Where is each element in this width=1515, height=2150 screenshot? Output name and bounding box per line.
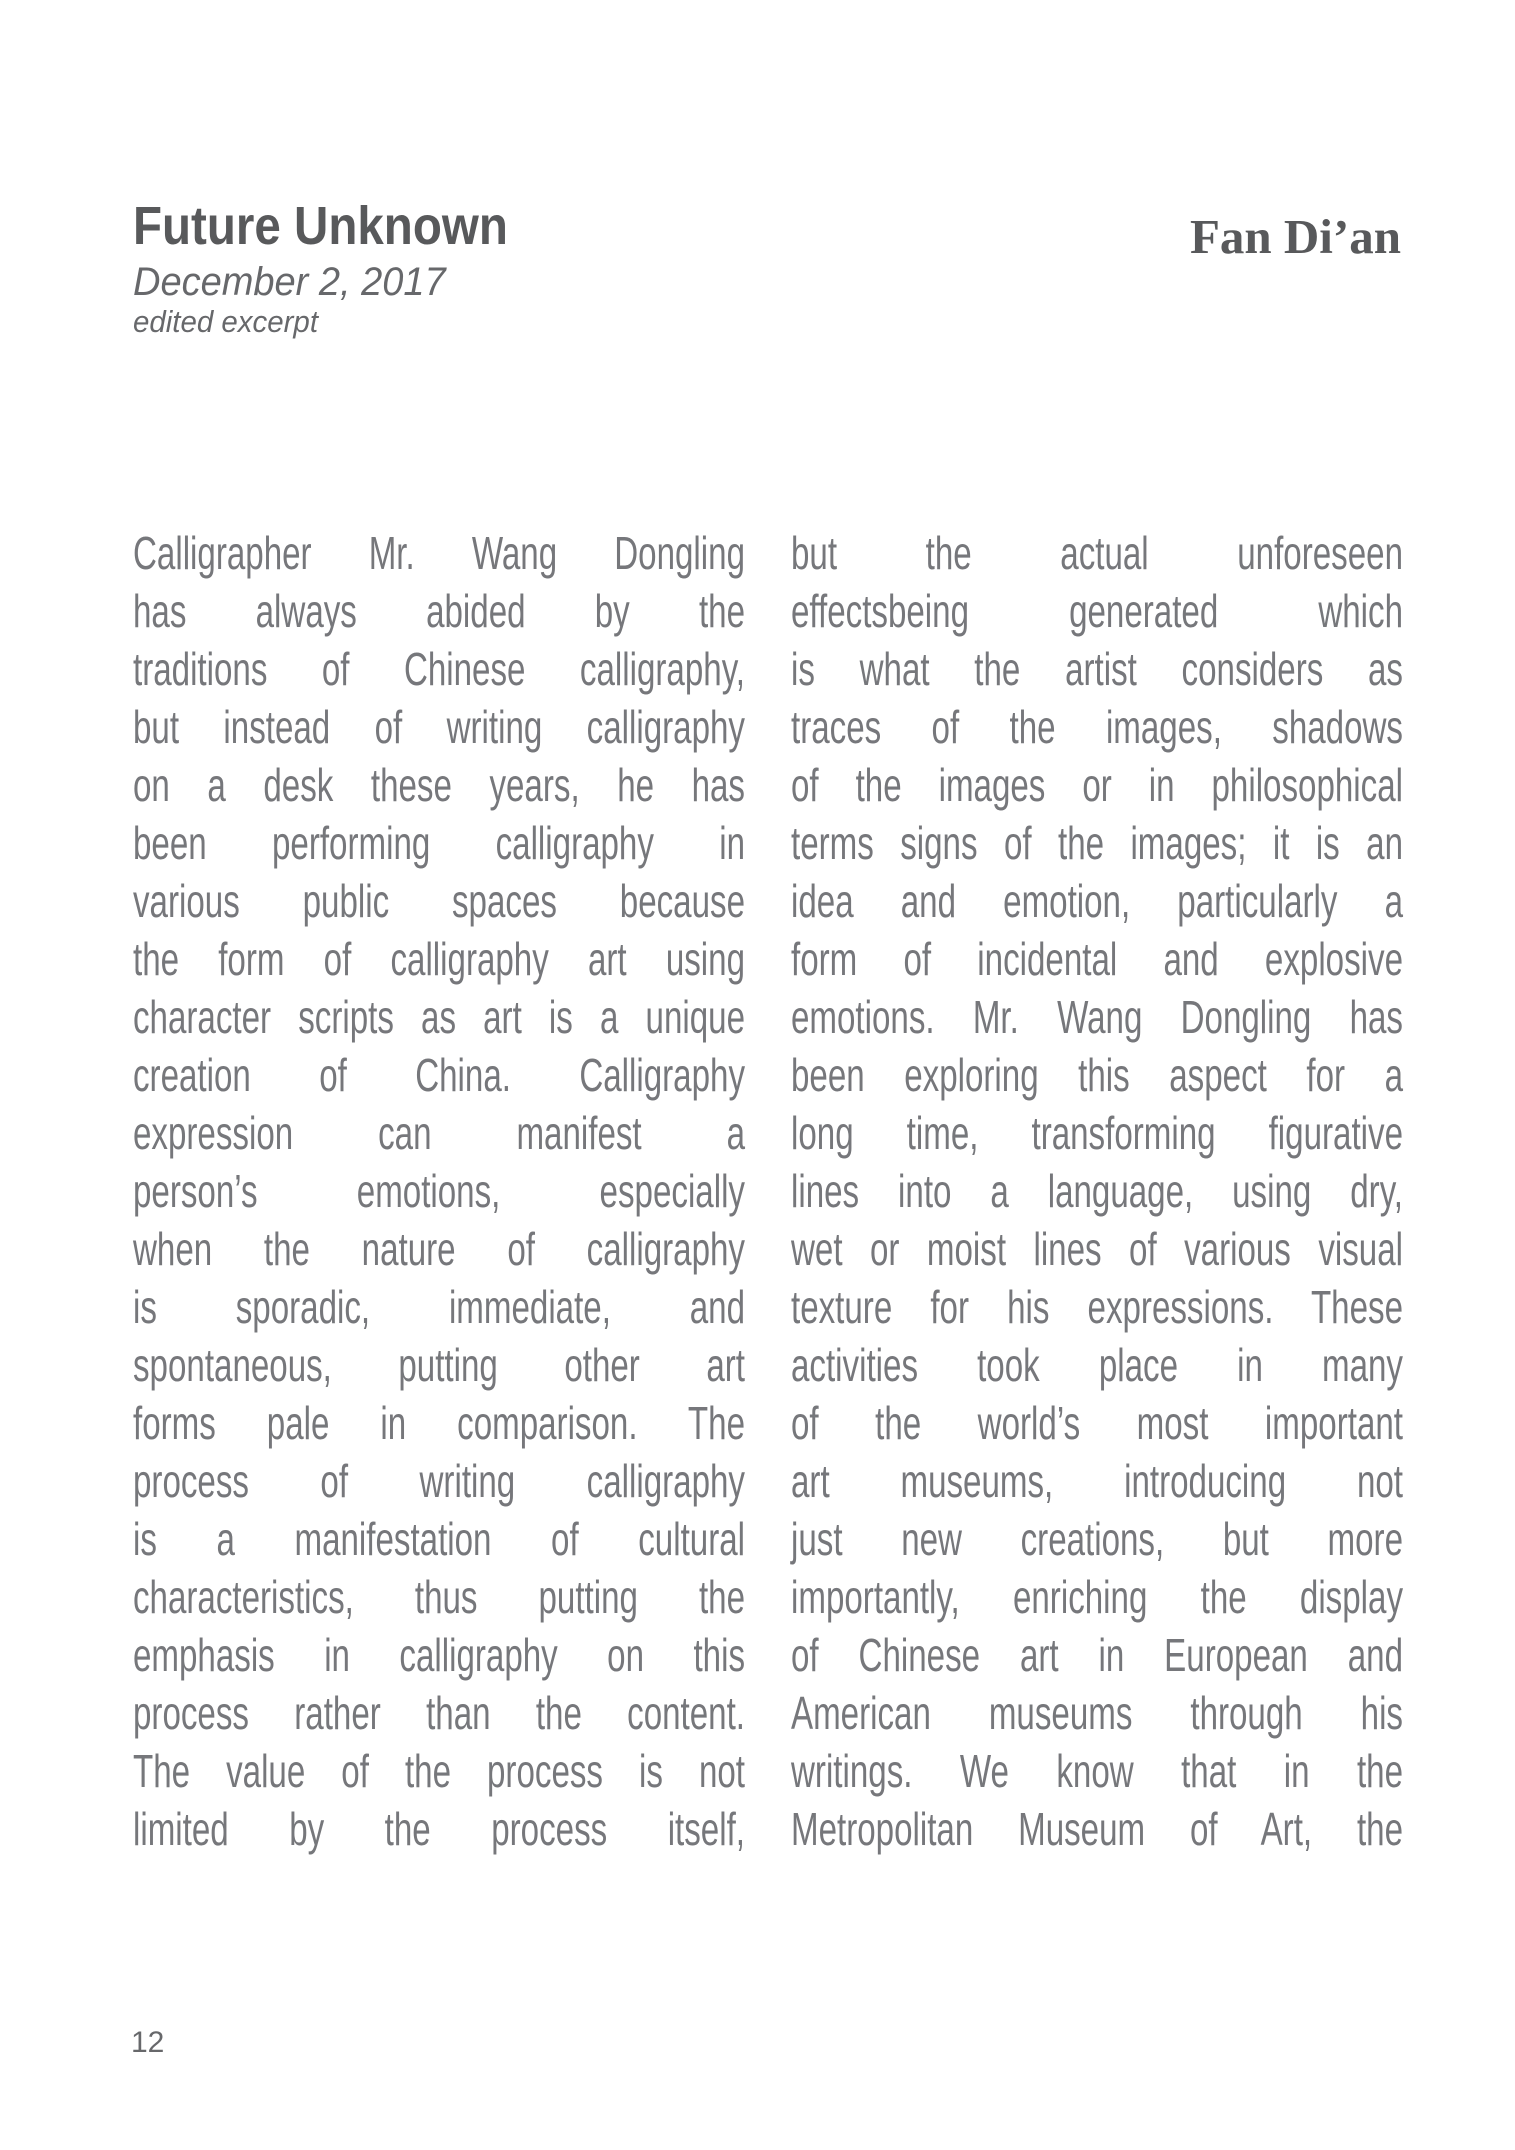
text-line: Metropolitan Museum of Art, the [791, 1803, 1403, 1855]
text-line: wet or moist lines of various visual [791, 1223, 1403, 1275]
text-line: forms pale in comparison. The [133, 1397, 745, 1449]
text-line: of Chinese art in European and [791, 1629, 1403, 1681]
text-line: on a desk these years, he has [133, 759, 745, 811]
text-line: but instead of writing calligraphy [133, 701, 745, 753]
text-line: of the world’s most important [791, 1397, 1403, 1449]
text-line: form of incidental and explosive [791, 933, 1403, 985]
text-line: Calligrapher Mr. Wang Dongling [133, 527, 745, 579]
text-line: emotions. Mr. Wang Dongling has [791, 991, 1403, 1043]
text-line: long time, transforming figurative [791, 1107, 1403, 1159]
text-line: is what the artist considers as [791, 643, 1403, 695]
text-line: person’s emotions, especially [133, 1165, 745, 1217]
text-line: The value of the process is not [133, 1745, 745, 1797]
text-line: process rather than the content. [133, 1687, 745, 1739]
left-text-column [133, 524, 745, 1858]
text-line: effectsbeing generated which [791, 585, 1403, 637]
text-line: various public spaces because [133, 875, 745, 927]
text-line: has always abided by the [133, 585, 745, 637]
text-line: characteristics, thus putting the [133, 1571, 745, 1623]
text-line: idea and emotion, particularly a [791, 875, 1403, 927]
text-line: art museums, introducing not [791, 1455, 1403, 1507]
text-line: creation of China. Calligraphy [133, 1049, 745, 1101]
text-line: been exploring this aspect for a [791, 1049, 1403, 1101]
text-line: been performing calligraphy in [133, 817, 745, 869]
page-number: 12 [131, 2026, 165, 2059]
text-line: expression can manifest a [133, 1107, 745, 1159]
text-line: is a manifestation of cultural [133, 1513, 745, 1565]
text-line: is sporadic, immediate, and [133, 1281, 745, 1333]
text-line: spontaneous, putting other art [133, 1339, 745, 1391]
text-line: importantly, enriching the display [791, 1571, 1403, 1623]
text-line: terms signs of the images; it is an [791, 817, 1403, 869]
article-note: edited excerpt [133, 304, 318, 339]
text-line: traditions of Chinese calligraphy, [133, 643, 745, 695]
text-line: American museums through his [791, 1687, 1403, 1739]
text-line: when the nature of calligraphy [133, 1223, 745, 1275]
page-title: Future Unknown [133, 196, 508, 256]
text-line: traces of the images, shadows [791, 701, 1403, 753]
text-line: process of writing calligraphy [133, 1455, 745, 1507]
text-line: just new creations, but more [791, 1513, 1403, 1565]
text-line: limited by the process itself, [133, 1803, 745, 1855]
right-text-column [791, 524, 1403, 1858]
text-line: the form of calligraphy art using [133, 933, 745, 985]
text-line: emphasis in calligraphy on this [133, 1629, 745, 1681]
text-line: of the images or in philosophical [791, 759, 1403, 811]
text-line: writings. We know that in the [791, 1745, 1403, 1797]
article-date: December 2, 2017 [133, 260, 446, 304]
text-line: lines into a language, using dry, [791, 1165, 1403, 1217]
text-line: activities took place in many [791, 1339, 1403, 1391]
text-line: but the actual unforeseen [791, 527, 1403, 579]
text-line: texture for his expressions. These [791, 1281, 1403, 1333]
text-line: character scripts as art is a unique [133, 991, 745, 1043]
author-name: Fan Di’an [1189, 209, 1401, 264]
